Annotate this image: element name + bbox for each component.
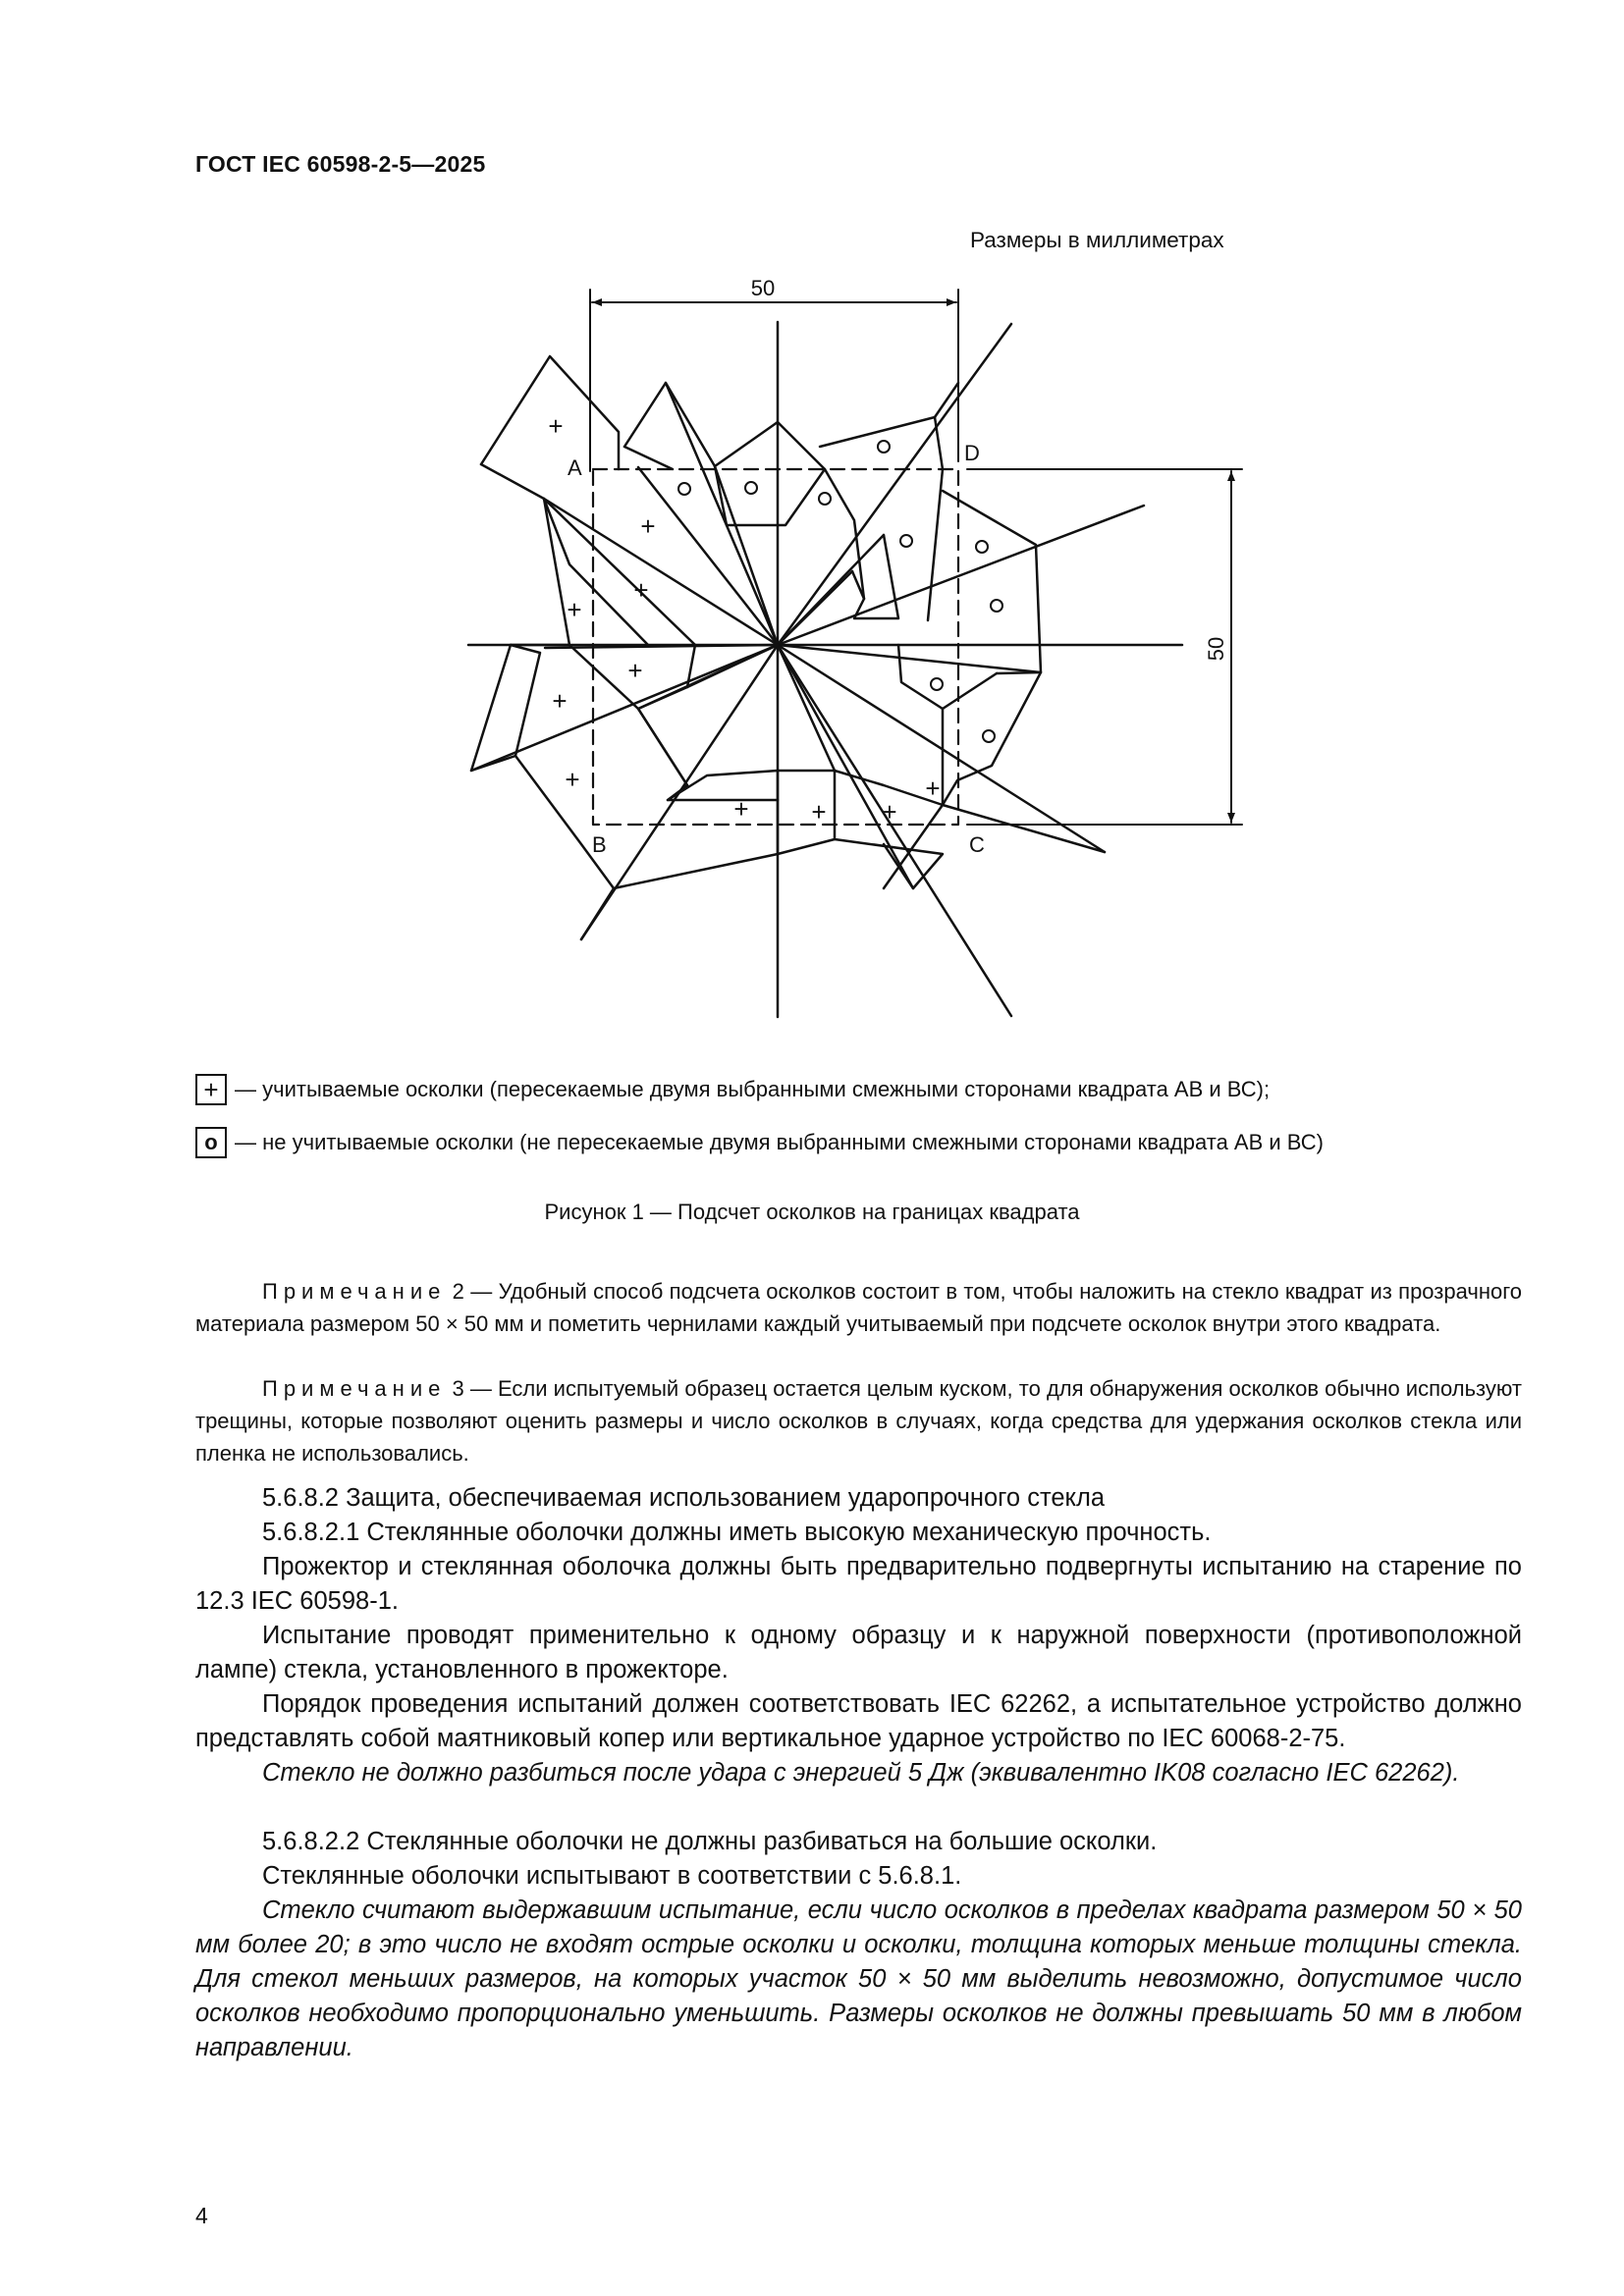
- paragraph-pass-criteria: Стекло считают выдержавшим испытание, если число осколков в пределах квадрата размером 50 × 50 мм более 20; в это число не входят острые осколки и осколки, толщина которых меньше толщины стекла. Для стекол меньших размеров, на которых участок 50 × 50 мм выделить невозможно, допустимое число осколков необходимо пропорционально уменьшить. Размеры осколков не должны превышать 50 мм в любом направлении.: [195, 1896, 1522, 2061]
- fragment-count-diagram: [0, 0, 1624, 1080]
- legend-counted-text: — учитываемые осколки (пересекаемые двумя выбранными смежными сторонами квадрата АВ и ВС);: [235, 1077, 1271, 1101]
- legend-not-counted: [195, 1127, 1324, 1158]
- legend-not-counted-text: — не учитываемые осколки (не пересекаемые двумя выбранными смежными сторонами квадрата АВ и ВС): [235, 1130, 1324, 1154]
- counted-marker: +: [811, 797, 827, 827]
- page-number: 4: [195, 2203, 208, 2228]
- corner-label-d: D: [964, 441, 980, 465]
- paragraph-procedure: Порядок проведения испытаний должен соответствовать IEC 62262, а испытательное устройство должно представлять собой маятниковый копер или вертикальное ударное устройство по IEC 60068-2-75.: [195, 1690, 1522, 1752]
- note-text: 3 — Если испытуемый образец остается целым куском, то для обнаружения осколков обычно используют трещины, которые позволяют оценить размеры и число осколков в случаях, когда средства для удержания осколков стекла или пленка не использовались.: [195, 1376, 1522, 1466]
- counted-marker: +: [552, 686, 568, 716]
- note-text: 2 — Удобный способ подсчета осколков состоит в том, чтобы наложить на стекло квадрат из прозрачного материала размером 50 × 50 мм и пометить чернилами каждый учитываемый при подсчете осколок внутри этого квадрата.: [195, 1279, 1522, 1336]
- counted-marker: +: [633, 575, 649, 605]
- radial-cracks: [468, 322, 1182, 1017]
- uncounted-marker: [991, 600, 1002, 612]
- circle-icon: о: [195, 1127, 227, 1158]
- uncounted-marker: [878, 441, 890, 453]
- counted-marker: +: [882, 797, 897, 827]
- corner-label-b: B: [592, 832, 607, 857]
- dim-label-vertical: 50: [1204, 636, 1228, 662]
- counted-marker: +: [567, 595, 582, 624]
- section-5-6-8-2-1: 5.6.8.2.1 Стеклянные оболочки должны иметь высокую механическую прочность.: [262, 1519, 1212, 1546]
- section-5-6-8-2-2: 5.6.8.2.2 Стеклянные оболочки не должны разбиваться на большие осколки.: [262, 1828, 1158, 1855]
- counted-marker: +: [565, 765, 580, 794]
- note-label: Примечание: [262, 1279, 447, 1304]
- uncounted-markers: [678, 441, 1002, 742]
- corner-label-a: A: [568, 455, 582, 480]
- counted-marker: +: [925, 774, 941, 803]
- note-label: Примечание: [262, 1376, 447, 1401]
- uncounted-marker: [819, 493, 831, 505]
- section-5-6-8-2: 5.6.8.2 Защита, обеспечиваемая использованием ударопрочного стекла: [262, 1484, 1106, 1512]
- uncounted-marker: [983, 730, 995, 742]
- paragraph-impact-energy: Стекло не должно разбиться после удара с энергией 5 Дж (эквивалентно IK08 согласно IEC 62262).: [262, 1759, 1460, 1787]
- dim-label-horizontal: 50: [750, 276, 776, 300]
- paragraph-sample: Испытание проводят применительно к одному образцу и к наружной поверхности (противоположной лампе) стекла, установленного в прожекторе.: [195, 1622, 1522, 1683]
- document-header: ГОСТ IEC 60598-2-5—2025: [195, 151, 486, 177]
- uncounted-marker: [931, 678, 943, 690]
- uncounted-marker: [900, 535, 912, 547]
- units-note: Размеры в миллиметрах: [970, 228, 1224, 252]
- note-2: [195, 1275, 1522, 1340]
- uncounted-marker: [678, 483, 690, 495]
- uncounted-marker: [745, 482, 757, 494]
- counted-marker: +: [640, 511, 656, 541]
- counted-marker: +: [548, 411, 564, 441]
- note-3: [195, 1372, 1522, 1469]
- uncounted-marker: [976, 541, 988, 553]
- figure-caption: Рисунок 1 — Подсчет осколков на границах квадрата: [544, 1200, 1080, 1224]
- corner-label-c: C: [969, 832, 985, 857]
- plus-icon: +: [195, 1074, 227, 1105]
- paragraph-test-ref: Стеклянные оболочки испытывают в соответствии с 5.6.8.1.: [262, 1862, 962, 1890]
- legend-counted: [195, 1074, 1270, 1105]
- counted-marker: +: [733, 794, 749, 824]
- counted-marker: +: [627, 656, 643, 685]
- paragraph-aging: Прожектор и стеклянная оболочка должны быть предварительно подвергнуты испытанию на старение по 12.3 IEC 60598-1.: [195, 1553, 1522, 1615]
